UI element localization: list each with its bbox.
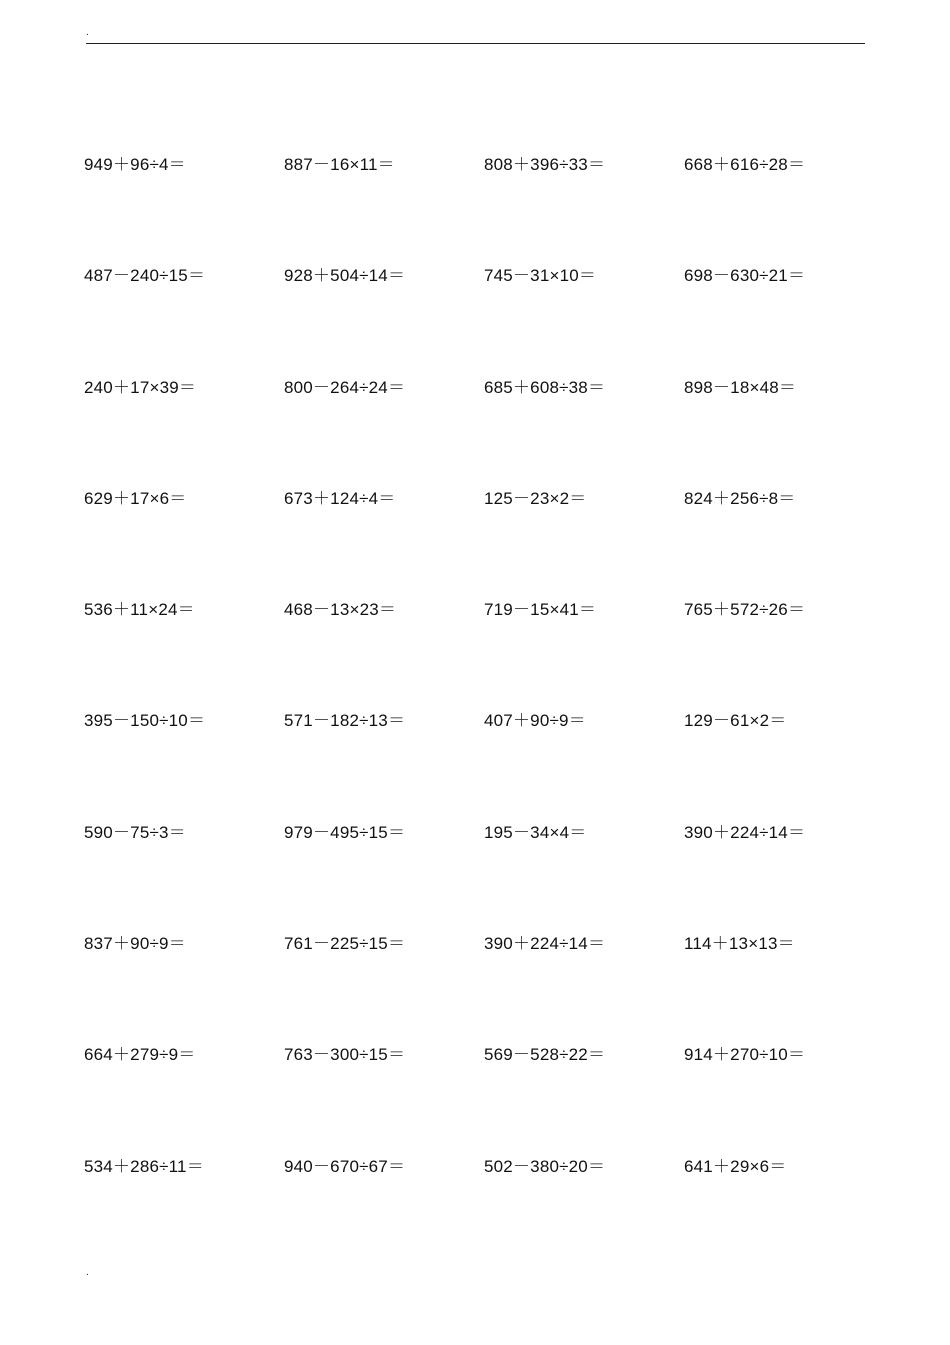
problem-row (84, 265, 884, 376)
math-problem: 837＋90÷9＝ (84, 934, 186, 954)
math-problem: 673＋124÷4＝ (284, 488, 396, 508)
math-problem: 800－264÷24＝ (284, 377, 406, 397)
math-problem: 914＋270÷10＝ (684, 1045, 806, 1065)
math-problem: 898－18×48＝ (684, 377, 797, 397)
header-dot: . (86, 27, 89, 38)
math-problem: 395－150÷10＝ (84, 711, 206, 731)
problem-row (84, 154, 884, 265)
problem-row (84, 377, 884, 488)
problem-row (84, 710, 884, 821)
math-problem: 468－13×23＝ (284, 600, 397, 620)
math-problem: 745－31×10＝ (484, 266, 597, 286)
math-problem: 824＋256÷8＝ (684, 488, 796, 508)
math-problem: 940－670÷67＝ (284, 1156, 406, 1176)
header-rule (86, 43, 865, 44)
problem-grid (84, 154, 884, 1267)
math-problem: 765＋572÷26＝ (684, 600, 806, 620)
math-problem: 719－15×41＝ (484, 600, 597, 620)
math-problem: 763－300÷15＝ (284, 1045, 406, 1065)
math-problem: 125－23×2＝ (484, 488, 587, 508)
problem-row (84, 1044, 884, 1155)
math-problem: 949＋96÷4＝ (84, 155, 186, 174)
math-problem: 534＋286÷11＝ (84, 1156, 204, 1176)
math-problem: 928＋504÷14＝ (284, 266, 406, 286)
math-problem: 685＋608÷38＝ (484, 377, 606, 397)
math-problem: 641＋29×6＝ (684, 1156, 787, 1176)
problem-row (84, 822, 884, 933)
math-problem: 195－34×4＝ (484, 822, 587, 842)
footer-dot: . (86, 1267, 89, 1278)
math-problem: 129－61×2＝ (684, 711, 787, 731)
problem-row (84, 488, 884, 599)
math-problem: 761－225÷15＝ (284, 934, 406, 954)
problem-row (84, 599, 884, 710)
math-problem: 407＋90÷9＝ (484, 711, 586, 731)
math-problem: 887－16×11＝ (284, 155, 395, 174)
math-problem: 668＋616÷28＝ (684, 155, 806, 174)
math-problem: 979－495÷15＝ (284, 822, 406, 842)
math-problem: 390＋224÷14＝ (684, 822, 806, 842)
math-problem: 590－75÷3＝ (84, 822, 186, 842)
math-problem: 390＋224÷14＝ (484, 934, 606, 954)
problem-row (84, 1156, 884, 1267)
math-problem: 664＋279÷9＝ (84, 1045, 196, 1065)
math-problem: 487－240÷15＝ (84, 266, 206, 286)
problem-row (84, 933, 884, 1044)
math-problem: 698－630÷21＝ (684, 266, 806, 286)
math-problem: 502－380÷20＝ (484, 1156, 606, 1176)
math-problem: 629＋17×6＝ (84, 488, 187, 508)
math-problem: 240＋17×39＝ (84, 377, 197, 397)
math-problem: 114＋13×13＝ (684, 934, 795, 954)
math-problem: 571－182÷13＝ (284, 711, 406, 731)
math-problem: 808＋396÷33＝ (484, 155, 606, 174)
math-problem: 536＋11×24＝ (84, 600, 195, 620)
math-problem: 569－528÷22＝ (484, 1045, 606, 1065)
